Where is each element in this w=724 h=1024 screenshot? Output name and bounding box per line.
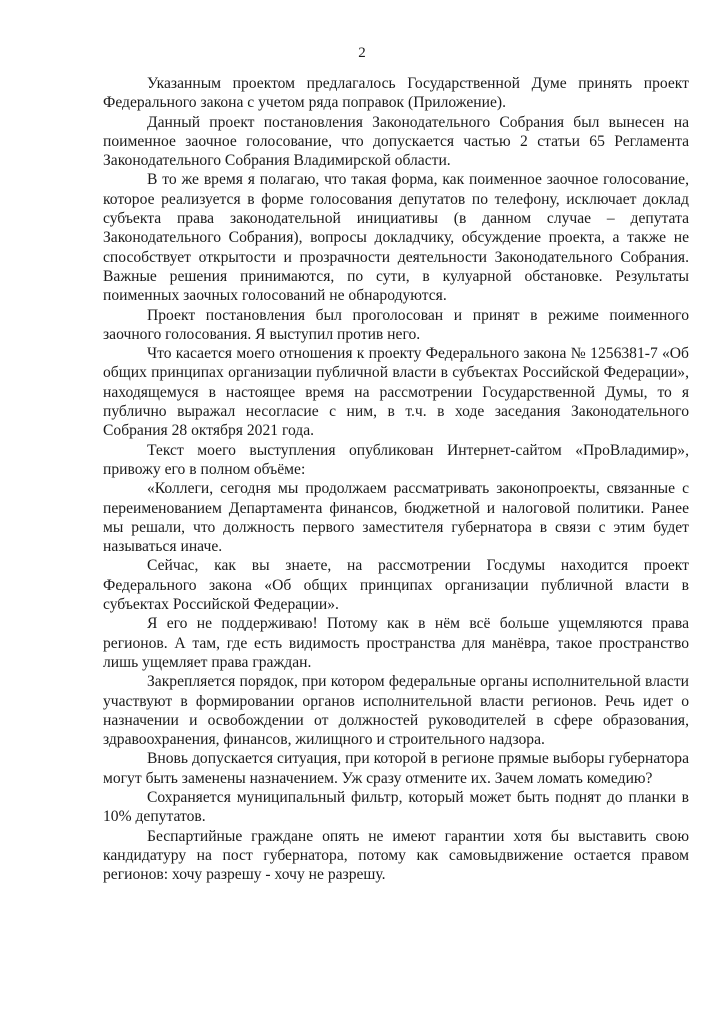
paragraph-speech-intro: «Коллеги, сегодня мы продолжаем рассматривать законопроекты, связанные с переименованием Департамента финансов, бюджетной и налоговой политики. Ранее мы решали, что должность первого заместителя губернатора в связи с этим будет называться иначе.: [103, 480, 689, 556]
paragraph-opinion-on-voting: В то же время я полагаю, что такая форма, как поименное заочное голосование, которое реализуется в форме голосования депутатов по телефону, исключает доклад субъекта права законодательной инициативы (в данном случае – депутата Законодательного Собрания), вопросы докладчику, обсуждение проекта, а также не способствует открытости и прозрачности деятельности Законодательного Собрания. Важные решения принимаются, по сути, в кулуарной обстановке. Результаты поименных заочных голосований не обнародуются.: [103, 171, 689, 305]
paragraph-speech-nonpartisan: Беспартийные граждане опять не имеют гарантии хотя бы выставить свою кандидатуру на пост губернатора, потому как самовыдвижение остается правом регионов: хочу разрешу - хочу не разрешу.: [103, 827, 689, 884]
paragraph-speech-published: Текст моего выступления опубликован Интернет-сайтом «ПроВладимир», привожу его в полном объёме:: [103, 441, 689, 478]
page-number: 2: [358, 45, 366, 61]
document-body: [103, 74, 689, 884]
paragraph-speech-elections: Вновь допускается ситуация, при которой в регионе прямые выборы губернатора могут быть заменены назначением. Уж сразу отмените их. Зачем ломать комедию?: [103, 750, 689, 787]
paragraph-proposal: Указанным проектом предлагалось Государственной Думе принять проект Федерального закона с учетом ряда поправок (Приложение).: [103, 75, 689, 112]
paragraph-speech-disagree: Я его не поддерживаю! Потому как в нём всё больше ущемляются права регионов. А там, где есть видимость пространства для манёвра, такое пространство лишь ущемляет права граждан.: [103, 615, 689, 671]
paragraph-absentee-vote: Данный проект постановления Законодательного Собрания был вынесен на поименное заочное голосование, что допускается частью 2 статьи 65 Регламента Законодательного Собрания Владимирской области.: [103, 113, 689, 170]
paragraph-speech-gosduma: Сейчас, как вы знаете, на рассмотрении Госдумы находится проект Федерального закона «Об общих принципах организации публичной власти в субъектах Российской Федерации».: [103, 557, 689, 614]
paragraph-federal-law: Что касается моего отношения к проекту Федерального закона № 1256381-7 «Об общих принципах организации публичной власти в субъектах Российской Федерации», находящемуся в настоящее время на рассмотрении Государственной Думы, то я публично выражал несогласие с ним, в т.ч. в ходе заседания Законодательного Собрания 28 октября 2021 года.: [103, 345, 689, 440]
paragraph-speech-federal-bodies: Закрепляется порядок, при котором федеральные органы исполнительной власти участвуют в формировании органов исполнительной власти регионов. Речь идет о назначении и освобождении от должностей руководителей в сфере образования, здравоохранения, финансов, жилищного и строительного надзора.: [103, 673, 689, 749]
paragraph-speech-filter: Сохраняется муниципальный фильтр, который может быть поднят до планки в 10% депутатов.: [103, 788, 689, 826]
paragraph-vote-result: Проект постановления был проголосован и принят в режиме поименного заочного голосования. Я выступил против него.: [103, 306, 689, 343]
